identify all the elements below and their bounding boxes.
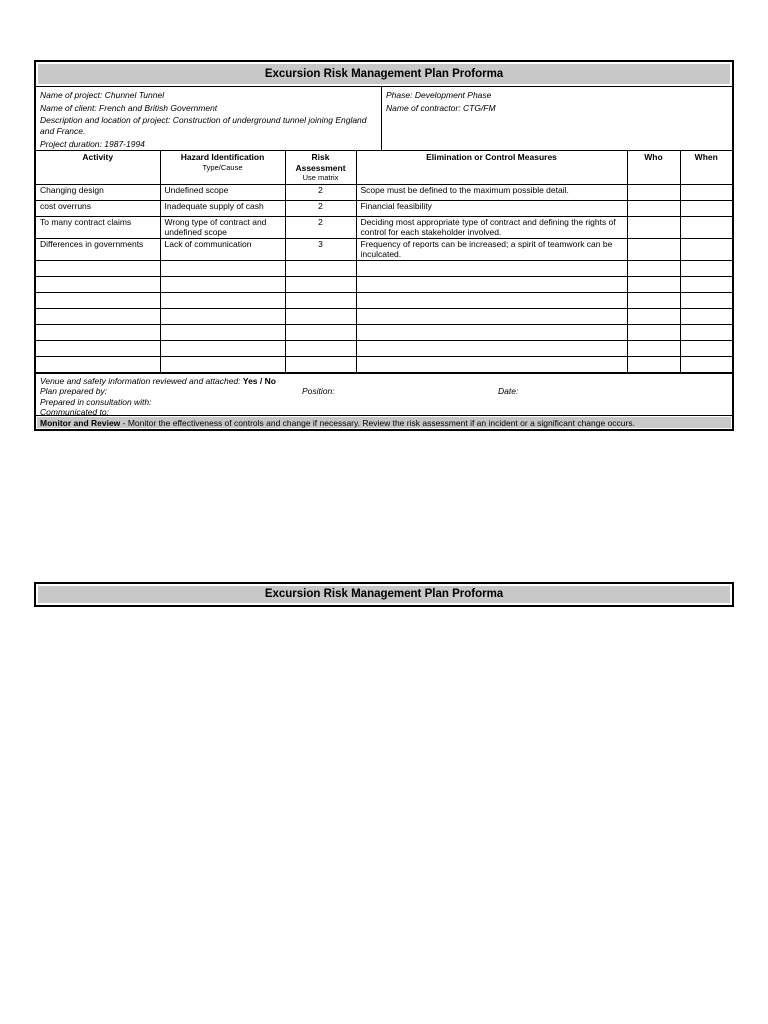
- venue-slash: /: [257, 375, 265, 386]
- empty-cell: [36, 324, 160, 340]
- header-hazard: [160, 151, 285, 184]
- empty-cell: [356, 340, 627, 356]
- empty-cell: [356, 308, 627, 324]
- cell-activity: cost overruns: [36, 200, 160, 216]
- empty-cell: [285, 292, 356, 308]
- header-risk: [285, 151, 356, 184]
- cell-activity: To many contract claims: [36, 216, 160, 238]
- cell-activity: Differences in governments: [36, 238, 160, 260]
- table-row: [36, 184, 732, 200]
- cell-risk: 3: [285, 238, 356, 260]
- cell-risk: 2: [285, 200, 356, 216]
- cell-risk: 2: [285, 216, 356, 238]
- empty-cell: [160, 340, 285, 356]
- empty-cell: [285, 308, 356, 324]
- risk-table: [36, 151, 732, 373]
- header-risk-label: Risk Assessment: [295, 152, 346, 173]
- empty-cell: [36, 292, 160, 308]
- venue-label: Venue and safety information reviewed and attached:: [40, 375, 243, 386]
- monitor-label: Monitor and Review: [40, 417, 121, 428]
- empty-cell: [356, 276, 627, 292]
- empty-cell: [680, 340, 732, 356]
- cell-risk: 2: [285, 184, 356, 200]
- table-row-empty: [36, 276, 732, 292]
- table-row-empty: [36, 292, 732, 308]
- venue-no: No: [264, 375, 276, 386]
- cell-measures: Frequency of reports can be increased; a spirit of teamwork can be inculcated.: [356, 238, 627, 260]
- table-row: [36, 238, 732, 260]
- empty-cell: [356, 356, 627, 372]
- risk-plan-form-second: [34, 582, 734, 607]
- prepared-by-label: Plan prepared by:: [40, 386, 108, 396]
- cell-measures: Deciding most appropriate type of contract and defining the rights of control for each stakeholder involved.: [356, 216, 627, 238]
- contractor-name: Name of contractor: CTG/FM: [386, 103, 496, 113]
- cell-measures: Scope must be defined to the maximum possible detail.: [356, 184, 627, 200]
- risk-plan-form: [34, 60, 734, 431]
- cell-hazard: Undefined scope: [160, 184, 285, 200]
- cell-hazard: Lack of communication: [160, 238, 285, 260]
- empty-cell: [627, 356, 680, 372]
- project-phase: Phase: Development Phase: [386, 90, 492, 100]
- header-who: Who: [627, 151, 680, 184]
- empty-cell: [285, 340, 356, 356]
- header-when: When: [680, 151, 732, 184]
- empty-cell: [680, 260, 732, 276]
- table-row-empty: [36, 324, 732, 340]
- empty-cell: [680, 308, 732, 324]
- consultation-label: Prepared in consultation with:: [40, 396, 152, 407]
- project-name: Name of project: Chunnel Tunnel: [40, 90, 165, 100]
- table-row-empty: [36, 260, 732, 276]
- position-label: Position:: [302, 386, 335, 396]
- empty-cell: [36, 260, 160, 276]
- client-name: Name of client: French and British Government: [40, 103, 218, 113]
- communicated-label: Communicated to:: [40, 407, 109, 417]
- table-header-row: [36, 151, 732, 184]
- project-duration: Project duration: 1987-1994: [40, 139, 145, 149]
- empty-cell: [160, 276, 285, 292]
- second-form-title: Excursion Risk Management Plan Proforma: [36, 584, 732, 605]
- form-title: Excursion Risk Management Plan Proforma: [36, 62, 732, 87]
- empty-cell: [36, 308, 160, 324]
- empty-cell: [285, 356, 356, 372]
- empty-cell: [160, 356, 285, 372]
- empty-cell: [285, 324, 356, 340]
- empty-cell: [680, 356, 732, 372]
- empty-cell: [680, 292, 732, 308]
- form-footer: [36, 373, 732, 415]
- cell-who: [627, 200, 680, 216]
- empty-cell: [356, 324, 627, 340]
- empty-cell: [627, 308, 680, 324]
- header-risk-sub: Use matrix: [302, 173, 339, 182]
- table-row: [36, 200, 732, 216]
- empty-cell: [627, 324, 680, 340]
- venue-line: [40, 376, 728, 387]
- empty-cell: [356, 260, 627, 276]
- date-label: Date:: [498, 386, 519, 396]
- table-row-empty: [36, 356, 732, 372]
- cell-who: [627, 216, 680, 238]
- table-row-empty: [36, 340, 732, 356]
- empty-cell: [627, 260, 680, 276]
- header-measures: Elimination or Control Measures: [356, 151, 627, 184]
- cell-when: [680, 216, 732, 238]
- table-row: [36, 216, 732, 238]
- header-activity: Activity: [36, 151, 160, 184]
- empty-cell: [36, 276, 160, 292]
- venue-yes: Yes: [242, 375, 258, 386]
- project-info-left: [36, 87, 382, 150]
- empty-cell: [627, 276, 680, 292]
- cell-measures: Financial feasibility: [356, 200, 627, 216]
- project-info-right: [382, 87, 732, 150]
- header-hazard-label: Hazard Identification: [180, 152, 265, 162]
- cell-when: [680, 238, 732, 260]
- cell-who: [627, 238, 680, 260]
- cell-hazard: Inadequate supply of cash: [160, 200, 285, 216]
- empty-cell: [285, 260, 356, 276]
- empty-cell: [680, 276, 732, 292]
- empty-cell: [160, 308, 285, 324]
- empty-cell: [627, 292, 680, 308]
- cell-when: [680, 200, 732, 216]
- cell-when: [680, 184, 732, 200]
- project-description: Description and location of project: Construction of underground tunnel joining England and France.: [40, 115, 367, 136]
- project-info: [36, 87, 732, 151]
- cell-activity: Changing design: [36, 184, 160, 200]
- header-hazard-sub: Type/Cause: [202, 162, 243, 172]
- empty-cell: [36, 340, 160, 356]
- empty-cell: [160, 292, 285, 308]
- empty-cell: [36, 356, 160, 372]
- empty-cell: [356, 292, 627, 308]
- cell-who: [627, 184, 680, 200]
- cell-hazard: Wrong type of contract and undefined scope: [160, 216, 285, 238]
- empty-cell: [285, 276, 356, 292]
- empty-cell: [160, 260, 285, 276]
- empty-cell: [160, 324, 285, 340]
- empty-cell: [627, 340, 680, 356]
- empty-cell: [680, 324, 732, 340]
- monitor-text: - Monitor the effectiveness of controls and change if necessary. Review the risk assessment if an incident or a significant change occurs.: [120, 417, 635, 428]
- table-row-empty: [36, 308, 732, 324]
